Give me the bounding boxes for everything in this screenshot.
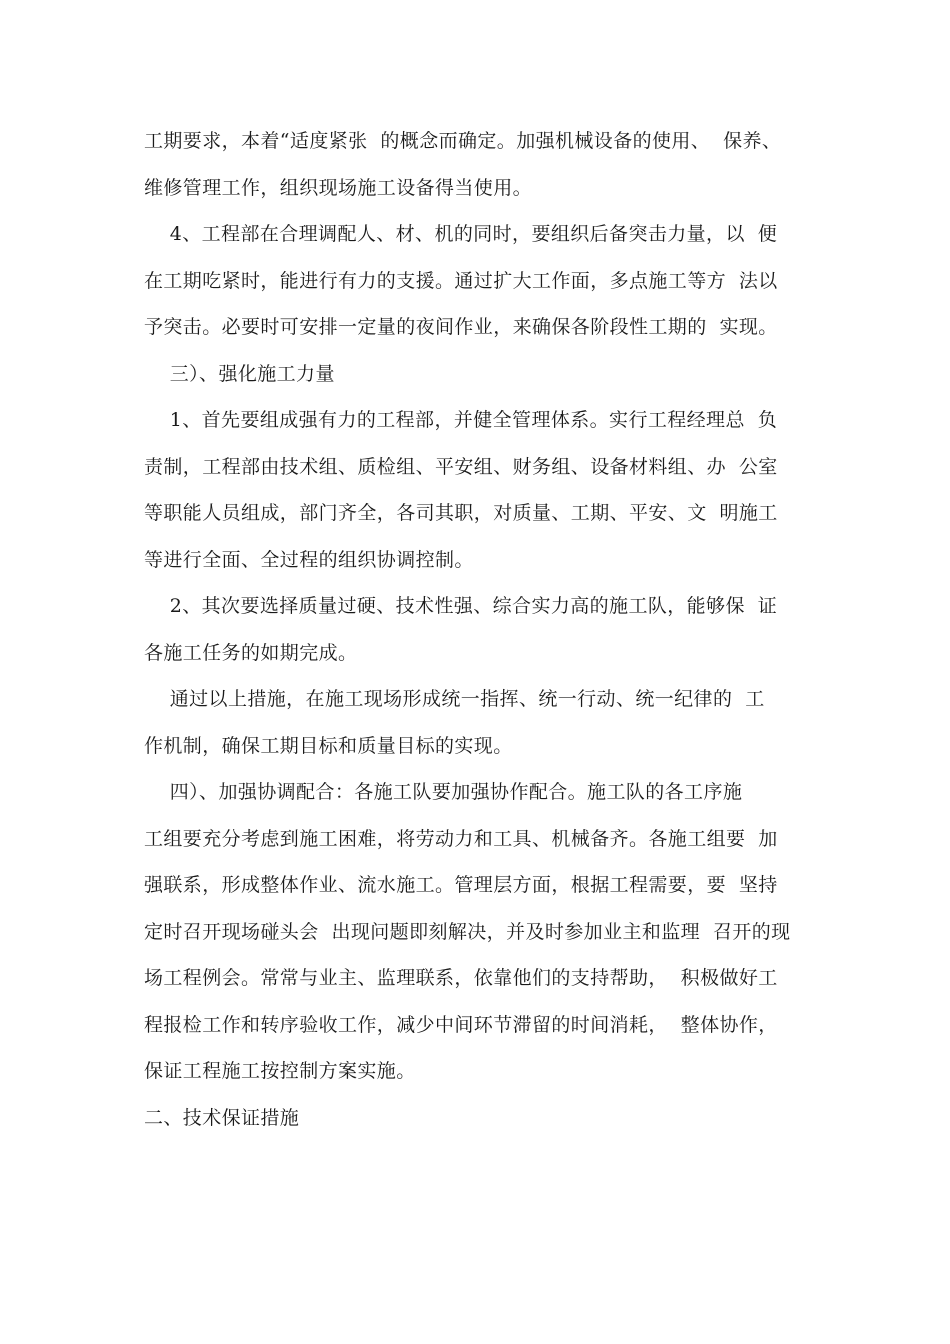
- text-line: 保证工程施工按控制方案实施。: [144, 1060, 416, 1082]
- text-line: 工期要求，本着“适度紧张 的概念而确定。加强机械设备的使用、 保养、: [144, 130, 782, 152]
- text-line: 责制，工程部由技术组、质检组、平安组、财务组、设备材料组、办 公室: [144, 455, 778, 478]
- text-line: 2、其次要选择质量过硬、技术性强、综合实力高的施工队，能够保 证: [144, 595, 778, 617]
- text-line: 在工期吃紧时，能进行有力的支援。通过扩大工作面，多点施工等方 法以: [144, 269, 778, 292]
- paragraph-summary: [144, 676, 824, 769]
- paragraph-item-1-project-department: [144, 397, 824, 583]
- section-heading-4-coordination: [144, 769, 824, 1095]
- text-line: 程报检工作和转序验收工作，减少中间环节滞留的时间消耗， 整体协作，: [144, 1013, 778, 1036]
- text-line: 工组要充分考虑到施工困难，将劳动力和工具、机械备齐。各施工组要 加: [144, 827, 778, 850]
- text-line: 4、工程部在合理调配人、材、机的同时，要组织后备突击力量，以 便: [144, 223, 778, 245]
- text-line: 强联系，形成整体作业、流水施工。管理层方面，根据工程需要，要 坚持: [144, 874, 778, 896]
- section-heading-3: [144, 351, 824, 398]
- heading-line: 二、技术保证措施: [144, 1106, 300, 1129]
- section-heading-technical-measures: [144, 1095, 824, 1142]
- text-line: 各施工任务的如期完成。: [144, 641, 358, 664]
- text-line: 通过以上措施，在施工现场形成统一指挥、统一行动、统一纪律的 工: [144, 688, 765, 710]
- text-line: 场工程例会。常常与业主、监理联系，依靠他们的支持帮助， 积极做好工: [144, 967, 778, 989]
- text-line: 四）、加强协调配合：各施工队要加强协作配合。施工队的各工序施: [144, 781, 743, 803]
- document-body: [144, 118, 824, 1141]
- paragraph-equipment-management: [144, 118, 824, 211]
- text-line: 等职能人员组成，部门齐全，各司其职，对质量、工期、平安、文 明施工: [144, 502, 778, 524]
- heading-line: 三）、强化施工力量: [144, 362, 335, 385]
- paragraph-item-2-construction-team: [144, 583, 824, 676]
- text-line: 等进行全面、全过程的组织协调控制。: [144, 548, 474, 571]
- text-line: 予突击。必要时可安排一定量的夜间作业，来确保各阶段性工期的 实现。: [144, 316, 778, 338]
- text-line: 作机制，确保工期目标和质量目标的实现。: [144, 734, 513, 757]
- text-line: 定时召开现场碰头会 出现问题即刻解决，并及时参加业主和监理 召开的现: [144, 920, 791, 943]
- text-line: 1、首先要组成强有力的工程部，并健全管理体系。实行工程经理总 负: [144, 409, 778, 431]
- paragraph-item-4-backup-force: [144, 211, 824, 351]
- text-line: 维修管理工作，组织现场施工设备得当使用。: [144, 176, 533, 199]
